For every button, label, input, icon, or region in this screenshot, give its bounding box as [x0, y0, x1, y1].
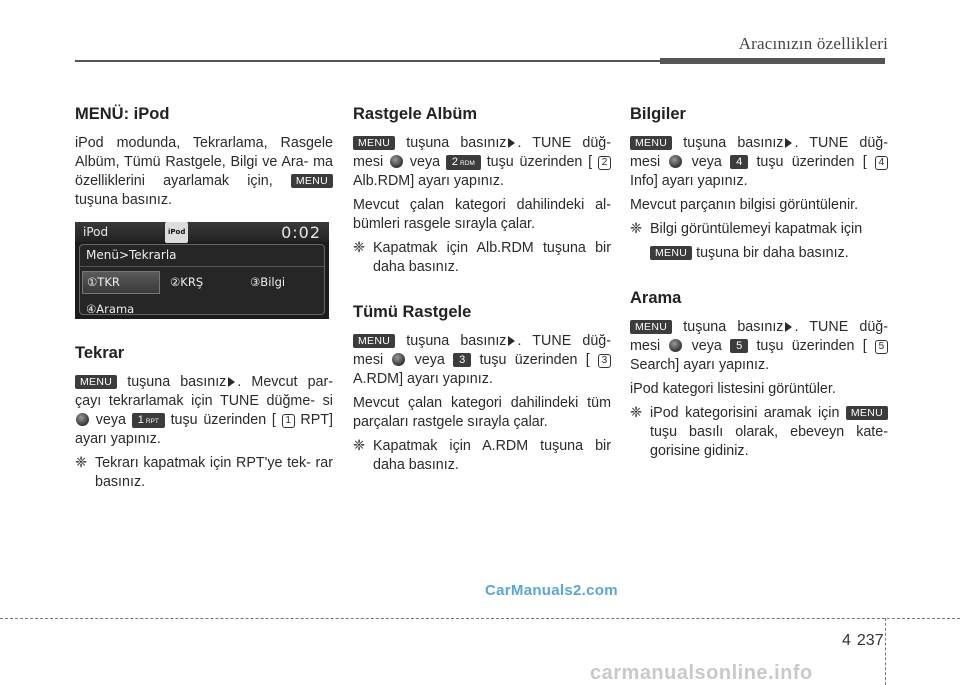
arama-note: ❈ iPod kategorisini aramak için MENU tuşu basılı olarak, ebeveyn kate- gorisine gidiniz.	[630, 405, 888, 459]
page-number	[842, 632, 884, 650]
bilgiler-description: Mevcut parçanın bilgisi görüntülenir.	[630, 197, 859, 213]
section-gap	[353, 282, 611, 302]
section-title-tumu-rastgele: Tümü Rastgele	[353, 303, 472, 321]
number-5-icon: 5	[875, 340, 888, 354]
screen-ipod-badge: iPod	[165, 222, 188, 243]
section-title-arama: Arama	[630, 289, 682, 307]
column-3	[630, 104, 888, 466]
watermark-link[interactable]: CarManuals2.com	[485, 582, 618, 599]
tekrar-paragraph: MENU tuşuna basınız . Mevcut par- çayı tekrarlamak için TUNE düğme- si veya 1 RPT tuşu üzerinden [ 1 RPT] ayarı yapınız.	[75, 374, 333, 447]
screen-menu-row	[80, 267, 324, 294]
arrow-right-icon	[508, 138, 515, 148]
menu-button-icon: MENU	[630, 320, 672, 334]
footer-dashed-line	[0, 618, 960, 619]
number-3-icon: 3	[598, 354, 611, 368]
screen-item-arama: ④Arama	[86, 302, 135, 316]
arrow-right-icon	[785, 322, 792, 332]
tumu-paragraph: MENU tuşuna basınız . TUNE düğ- mesi veya 3 tuşu üzerinden [ 3 A.RDM] ayarı yapınız.	[353, 333, 611, 387]
section-title-rastgele-album: Rastgele Albüm	[353, 105, 478, 123]
screen-menu-path: Menü>Tekrarla	[80, 245, 324, 267]
tekrar-note: ❈ Tekrarı kapatmak için RPT'ye tek- rar basınız.	[75, 455, 333, 490]
menu-button-icon: MENU	[846, 406, 888, 420]
menu-button-icon: MENU	[75, 375, 117, 389]
column-1	[75, 104, 333, 497]
note-mark-icon: ❈	[75, 455, 87, 471]
tumu-description: Mevcut çalan kategori dahilindeki tüm parçaları rastgele sırayla çalar.	[353, 395, 611, 430]
screen-time: 0:02	[281, 222, 321, 242]
tune-knob-icon	[76, 413, 89, 426]
ipod-screen-image	[75, 222, 329, 319]
note-mark-icon: ❈	[353, 438, 365, 454]
screen-top-bar	[75, 222, 329, 242]
page-number-value: 237	[856, 632, 884, 649]
menu-button-icon: MENU	[630, 136, 672, 150]
arama-description: iPod kategori listesini görüntüler.	[630, 381, 836, 397]
header-bar	[660, 58, 885, 64]
tune-knob-icon	[669, 339, 682, 352]
bilgiler-note-continued: MENU tuşuna bir daha basınız.	[630, 244, 888, 263]
section-title-menu-ipod: MENÜ: iPod	[75, 105, 170, 123]
screen-menu-panel	[79, 244, 325, 315]
header-title: Aracınızın özellikleri	[738, 34, 888, 53]
key-3-icon: 3	[453, 353, 471, 367]
tumu-note: ❈ Kapatmak için A.RDM tuşuna bir daha basınız.	[353, 438, 611, 473]
screen-item-krs: ②KRŞ	[170, 275, 204, 289]
header-rule	[75, 60, 660, 62]
menu-button-icon: MENU	[650, 246, 692, 260]
number-4-icon: 4	[875, 156, 888, 170]
number-2-icon: 2	[598, 156, 611, 170]
rastgele-description: Mevcut çalan kategori dahilindeki al- bümleri rasgele sırayla çalar.	[353, 197, 611, 232]
screen-item-tkr: ①TKR	[82, 271, 160, 294]
note-mark-icon: ❈	[353, 240, 365, 256]
menu-button-icon: MENU	[353, 334, 395, 348]
note-mark-icon: ❈	[630, 405, 642, 421]
number-1-icon: 1	[282, 414, 295, 428]
section-gap	[630, 268, 888, 288]
key-2-rdm-icon: 2 RDM	[446, 155, 481, 170]
key-5-icon: 5	[730, 339, 748, 353]
menu-button-icon: MENU	[291, 174, 333, 188]
chapter-number: 4	[842, 632, 851, 649]
intro-paragraph: iPod modunda, Tekrarlama, Rasgele Albüm, Tümü Rastgele, Bilgi ve Ara- ma özelliklerini ayarlamak için, MENU tuşuna basınız.	[75, 135, 333, 208]
tune-knob-icon	[392, 353, 405, 366]
tune-knob-icon	[390, 155, 403, 168]
bilgiler-note: ❈ Bilgi görüntülemeyi kapatmak için	[630, 221, 863, 237]
note-mark-icon: ❈	[630, 221, 642, 237]
column-2	[353, 104, 611, 480]
key-1-rpt-icon: 1 RPT	[132, 413, 165, 428]
arrow-right-icon	[785, 138, 792, 148]
screen-title: iPod	[83, 224, 109, 239]
footer-site-watermark: carmanualsonline.info	[590, 662, 813, 684]
footer-dashed-divider	[885, 618, 886, 685]
rastgele-paragraph: MENU tuşuna basınız . TUNE düğ- mesi veya 2 RDM tuşu üzerinden [ 2 Alb.RDM] ayarı yapınız.	[353, 135, 611, 189]
section-title-bilgiler: Bilgiler	[630, 105, 686, 123]
arrow-right-icon	[228, 377, 235, 387]
rastgele-note: ❈ Kapatmak için Alb.RDM tuşuna bir daha basınız.	[353, 240, 611, 275]
bilgiler-paragraph: MENU tuşuna basınız . TUNE düğ- mesi veya 4 tuşu üzerinden [ 4 Info] ayarı yapınız.	[630, 135, 888, 189]
arama-paragraph: MENU tuşuna basınız . TUNE düğ- mesi veya 5 tuşu üzerinden [ 5 Search] ayarı yapınız.	[630, 319, 888, 373]
tune-knob-icon	[669, 155, 682, 168]
key-4-icon: 4	[730, 155, 748, 169]
section-title-tekrar: Tekrar	[75, 344, 125, 362]
menu-button-icon: MENU	[353, 136, 395, 150]
screen-item-bilgi: ③Bilgi	[250, 275, 286, 289]
arrow-right-icon	[508, 336, 515, 346]
